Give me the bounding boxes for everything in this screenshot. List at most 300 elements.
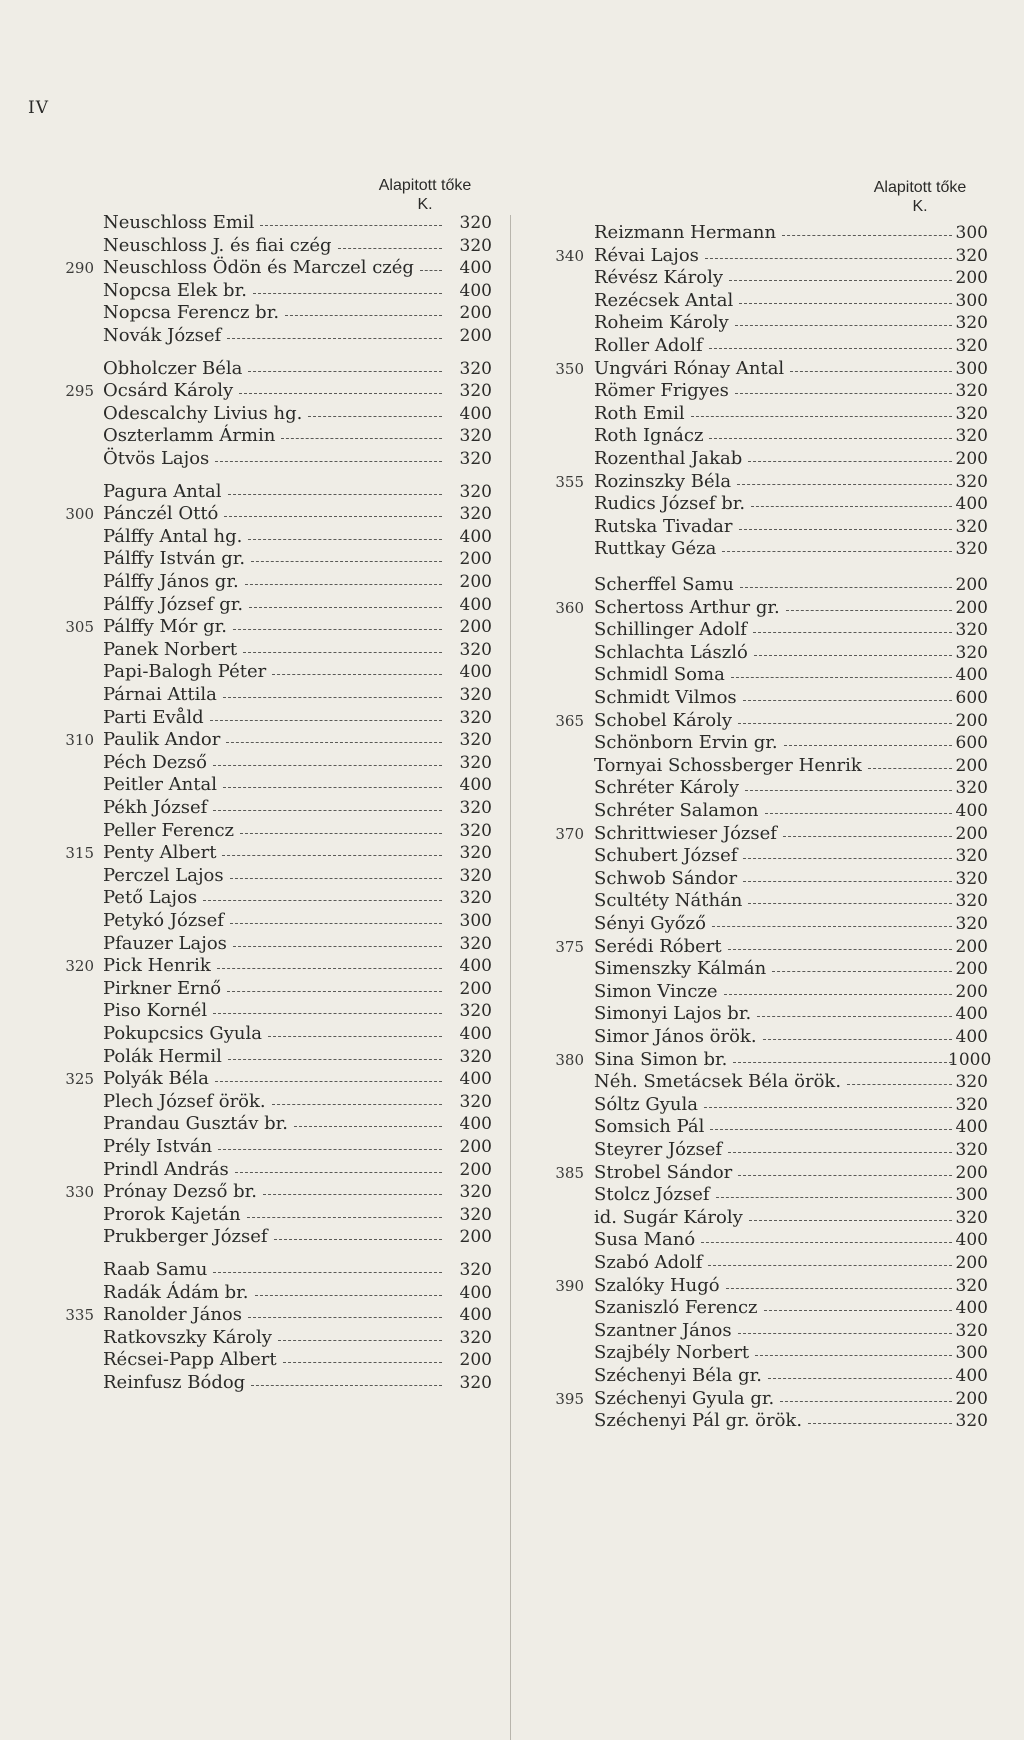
list-item [0, 1023, 510, 1045]
entry-name: Prukberger József [103, 1226, 268, 1248]
entry-amount: 400 [955, 1230, 988, 1251]
entry-amount: 400 [955, 1298, 988, 1319]
dot-leader [709, 425, 952, 439]
dot-leader [255, 1282, 442, 1296]
entry-name: Révész Károly [594, 267, 724, 289]
list-item [0, 548, 510, 570]
entry-name: Prandau Gusztáv br. [103, 1113, 289, 1135]
entry-name: Nopcsa Elek br. [103, 279, 247, 301]
entry-name: Széchenyi Béla gr. [594, 1365, 762, 1386]
dot-leader [260, 212, 442, 226]
entry-amount: 320 [459, 820, 492, 841]
list-item [512, 687, 1024, 709]
list-item [512, 1116, 1024, 1138]
list-item [512, 755, 1024, 777]
entry-number: 365 [555, 711, 584, 730]
dot-leader [772, 958, 952, 972]
entry-amount: 200 [955, 981, 988, 1002]
entry-name: Sina Simon br. [594, 1048, 728, 1070]
entry-number: 305 [65, 618, 94, 637]
entry-name: Pánczél Ottó [103, 503, 219, 525]
dot-leader [245, 571, 442, 585]
entry-amount: 320 [459, 933, 492, 954]
entry-amount: 400 [459, 258, 492, 279]
list-item [0, 684, 510, 706]
list-item [512, 710, 1024, 732]
entry-number: 295 [65, 382, 94, 401]
entry-amount: 200 [459, 1350, 492, 1371]
entry-amount: 320 [955, 313, 988, 334]
list-item [0, 1372, 510, 1394]
list-item [0, 280, 510, 302]
entry-name: Párnai Attila [103, 684, 217, 705]
dot-leader [712, 913, 952, 927]
entry-name: Ocsárd Károly [103, 380, 234, 402]
entry-name: Pfauzer Lajos [103, 932, 227, 954]
entry-name: Simenszky Kálmán [594, 958, 767, 980]
dot-leader [735, 380, 952, 394]
header-title: Alapitott tőke [873, 179, 967, 196]
entry-name: Scultéty Náthán [594, 890, 743, 912]
dot-leader [757, 1003, 952, 1017]
entry-name: Ungvári Rónay Antal [594, 357, 785, 379]
entry-number: 300 [65, 505, 94, 524]
list-item [0, 616, 510, 638]
list-item [0, 820, 510, 842]
dot-leader [248, 358, 442, 372]
list-item [512, 732, 1024, 754]
dot-leader [248, 526, 442, 540]
dot-leader [217, 955, 442, 969]
entry-name: Simon Vincze [594, 980, 718, 1002]
entry-amount: 320 [955, 642, 988, 663]
dot-leader [233, 933, 442, 947]
list-item [0, 1136, 510, 1158]
entry-amount: 320 [459, 1091, 492, 1112]
entry-name: Neuschloss Emil [103, 212, 255, 233]
entry-name: Römer Frigyes [594, 380, 729, 402]
dot-leader [213, 1259, 442, 1273]
dot-leader [763, 1026, 952, 1040]
entry-name: Simonyi Lajos br. [594, 1003, 752, 1025]
list-item [512, 890, 1024, 912]
entry-amount: 200 [955, 755, 988, 776]
list-item [0, 571, 510, 593]
dot-leader [691, 403, 952, 417]
entry-name: Széchenyi Pál gr. örök. [594, 1410, 803, 1432]
entry-amount: 320 [459, 381, 492, 402]
entry-amount: 400 [955, 1027, 988, 1047]
header-unit: K. [417, 196, 433, 213]
entry-number: 335 [65, 1306, 94, 1325]
entry-amount: 400 [459, 662, 492, 683]
entry-name: Odescalchy Livius hg. [103, 402, 303, 424]
list-item [0, 235, 510, 257]
list-item [0, 1068, 510, 1090]
list-item [0, 1091, 510, 1113]
entry-amount: 400 [955, 1004, 988, 1025]
list-item [512, 538, 1024, 560]
list-item [0, 594, 510, 616]
list-item [512, 471, 1024, 493]
entry-amount: 400 [459, 1305, 492, 1326]
list-item [0, 955, 510, 977]
entry-amount: 320 [955, 539, 988, 560]
list-item [0, 380, 510, 402]
entry-number: 380 [555, 1050, 584, 1069]
entry-amount: 300 [955, 358, 988, 379]
entry-name: Schönborn Ervin gr. [594, 732, 778, 754]
entry-name: Raab Samu [103, 1259, 208, 1280]
dot-leader [745, 777, 952, 791]
dot-leader [227, 978, 442, 992]
entry-amount: 320 [955, 403, 988, 424]
dot-leader [249, 594, 442, 608]
list-item [512, 1003, 1024, 1025]
dot-leader [213, 1000, 442, 1014]
entry-name: Pálffy János gr. [103, 571, 239, 592]
entry-name: Roheim Károly [594, 312, 729, 334]
entry-amount: 400 [459, 1114, 492, 1135]
entry-amount: 320 [459, 213, 492, 233]
dot-leader [783, 823, 952, 837]
entry-name: Rezécsek Antal [594, 289, 734, 311]
entry-name: Petykó József [103, 910, 224, 931]
list-item [0, 774, 510, 796]
entry-amount: 200 [459, 572, 492, 592]
entry-amount: 400 [955, 494, 988, 515]
entry-amount: 320 [459, 1373, 492, 1393]
entry-name: Polyák Béla [103, 1068, 209, 1090]
dot-leader [728, 936, 952, 950]
entry-amount: 320 [459, 707, 492, 728]
entry-amount: 400 [459, 775, 492, 796]
entry-name: Strobel Sándor [594, 1161, 733, 1183]
entry-number: 395 [555, 1389, 584, 1408]
dot-leader [808, 1410, 952, 1424]
dot-leader [705, 245, 952, 259]
page-number: IV [28, 98, 49, 118]
list-item [512, 1207, 1024, 1229]
list-item [512, 1184, 1024, 1206]
dot-leader [722, 538, 952, 552]
entry-name: Szalóky Hugó [594, 1274, 720, 1296]
dot-leader [213, 752, 442, 766]
list-item [512, 448, 1024, 470]
entry-name: Ranolder János [103, 1304, 242, 1326]
dot-leader [743, 845, 952, 859]
entry-amount: 200 [955, 1388, 988, 1409]
entry-amount: 200 [955, 710, 988, 731]
list-item [512, 574, 1024, 596]
dot-leader [749, 1207, 952, 1221]
entry-number: 355 [555, 472, 584, 491]
list-item [512, 800, 1024, 822]
list-item [512, 1342, 1024, 1364]
entry-amount: 400 [459, 1024, 492, 1044]
dot-leader [740, 574, 952, 588]
dot-leader [753, 619, 952, 633]
dot-leader [708, 1252, 952, 1266]
dot-leader [228, 1046, 442, 1060]
dot-leader [227, 325, 442, 339]
entry-amount: 300 [459, 911, 492, 931]
entry-name: Radák Ádám br. [103, 1281, 249, 1303]
dot-leader [868, 755, 952, 769]
entry-amount: 320 [459, 481, 492, 502]
entry-name: Neuschloss Ödön és Marczel czég [103, 257, 414, 279]
entry-amount: 200 [955, 959, 988, 980]
dot-leader [738, 1162, 952, 1176]
entry-name: Schillinger Adolf [594, 619, 747, 641]
entry-amount: 400 [459, 403, 492, 424]
entry-amount: 320 [955, 1072, 988, 1093]
entry-amount: 300 [955, 1343, 988, 1364]
entry-amount: 320 [955, 471, 988, 492]
dot-leader [278, 1327, 442, 1341]
entry-amount: 400 [955, 665, 988, 686]
entry-amount: 320 [955, 914, 988, 934]
list-item [512, 222, 1024, 244]
entry-amount: 320 [459, 426, 492, 447]
entry-amount: 320 [459, 449, 492, 469]
entry-name: Schmidl Soma [594, 664, 725, 686]
list-item [0, 887, 510, 909]
list-item [512, 868, 1024, 890]
dot-leader [203, 887, 442, 901]
list-item [0, 729, 510, 751]
entry-amount: 320 [955, 1207, 988, 1228]
dot-leader [224, 503, 442, 517]
dot-leader [239, 380, 442, 394]
entry-amount: 200 [459, 303, 492, 324]
entry-number: 320 [65, 957, 94, 976]
dot-leader [294, 1113, 442, 1127]
entry-number: 370 [555, 824, 584, 843]
list-item [512, 1162, 1024, 1184]
dot-leader [784, 732, 952, 746]
entry-name: Récsei-Papp Albert [103, 1349, 277, 1371]
list-item [512, 958, 1024, 980]
list-item [0, 1349, 510, 1371]
dot-leader [729, 267, 952, 281]
list-item [512, 358, 1024, 380]
header-unit: K. [912, 198, 928, 215]
list-item [0, 1000, 510, 1022]
dot-leader [704, 1094, 952, 1108]
entry-name: Schwob Sándor [594, 867, 738, 889]
header-title: Alapitott tőke [378, 177, 472, 194]
dot-leader [215, 448, 442, 462]
list-item [512, 823, 1024, 845]
entry-name: Pékh József [103, 797, 208, 818]
list-item [0, 425, 510, 447]
list-item [0, 526, 510, 548]
entry-name: Pick Henrik [103, 955, 211, 977]
entry-amount: 300 [955, 223, 988, 243]
dot-leader [743, 687, 952, 701]
entry-amount: 320 [459, 235, 492, 256]
entry-name: Széchenyi Gyula gr. [594, 1387, 775, 1409]
right-column-header [845, 178, 995, 216]
dot-leader [253, 280, 442, 294]
dot-leader [228, 481, 442, 495]
entry-amount: 320 [955, 891, 988, 912]
entry-name: Néh. Smetácsek Béla örök. [594, 1071, 842, 1093]
entry-amount: 320 [459, 1327, 492, 1348]
entry-amount: 320 [459, 504, 492, 525]
entry-amount: 320 [459, 843, 492, 864]
entry-name: Pálffy István gr. [103, 548, 246, 570]
entry-amount: 320 [955, 336, 988, 356]
entry-name: Schertoss Arthur gr. [594, 596, 780, 618]
dot-leader [768, 1365, 952, 1379]
list-item [512, 1229, 1024, 1251]
list-item [512, 1049, 1024, 1071]
entry-name: Reinfusz Bódog [103, 1372, 246, 1393]
list-item [0, 1304, 510, 1326]
dot-leader [338, 235, 442, 249]
list-item [512, 981, 1024, 1003]
entry-amount: 320 [955, 516, 988, 537]
dot-leader [230, 910, 442, 924]
entry-amount: 320 [955, 868, 988, 889]
dot-leader [733, 1049, 952, 1063]
entry-name: Papi-Balogh Péter [103, 661, 267, 683]
list-item [0, 1204, 510, 1226]
entry-number: 360 [555, 598, 584, 617]
dot-leader [215, 1068, 442, 1082]
entry-name: Ratkovszky Károly [103, 1326, 272, 1348]
entry-amount: 400 [459, 594, 492, 615]
entry-name: Penty Albert [103, 842, 217, 864]
list-item [512, 1365, 1024, 1387]
dot-leader [223, 774, 442, 788]
dot-leader [764, 1297, 952, 1311]
entry-amount: 320 [459, 639, 492, 660]
entry-amount: 320 [459, 358, 492, 379]
list-item [0, 1046, 510, 1068]
entry-amount: 320 [955, 1411, 988, 1432]
entry-name: Paulik Andor [103, 729, 221, 751]
entry-name: Tornyai Schossberger Henrik [594, 754, 862, 776]
list-item [512, 1388, 1024, 1410]
entry-amount: 200 [955, 575, 988, 595]
dot-leader [233, 616, 442, 630]
entry-amount: 400 [459, 1282, 492, 1303]
entry-name: Rozinszky Béla [594, 470, 732, 492]
entry-name: Sényi Győző [594, 913, 706, 934]
dot-leader [780, 1388, 952, 1402]
entry-amount: 200 [459, 1227, 492, 1248]
list-item [512, 312, 1024, 334]
dot-leader [738, 710, 952, 724]
dot-leader [226, 729, 442, 743]
entry-name: Roth Ignácz [594, 425, 704, 447]
entry-amount: 300 [955, 1185, 988, 1206]
list-item [0, 639, 510, 661]
list-item [512, 777, 1024, 799]
dot-leader [248, 1304, 442, 1318]
left-column-header [350, 176, 500, 214]
list-item [0, 212, 510, 234]
entry-name: Pokupcsics Gyula [103, 1023, 262, 1044]
dot-leader [738, 1320, 952, 1334]
list-item [512, 245, 1024, 267]
list-item [512, 380, 1024, 402]
entry-number: 350 [555, 359, 584, 378]
entry-amount: 320 [459, 865, 492, 886]
list-item [0, 752, 510, 774]
dot-leader [701, 1229, 952, 1243]
entry-amount: 400 [955, 1117, 988, 1138]
dot-leader [710, 1116, 952, 1130]
list-item [512, 1275, 1024, 1297]
entry-amount: 400 [459, 956, 492, 977]
list-item [512, 1410, 1024, 1432]
entry-name: Stolcz József [594, 1184, 710, 1206]
dot-leader [222, 842, 442, 856]
entry-name: Susa Manó [594, 1229, 696, 1251]
list-item [512, 845, 1024, 867]
list-item [0, 403, 510, 425]
entry-number: 315 [65, 844, 94, 863]
entry-name: Peller Ferencz [103, 819, 235, 841]
dot-leader [748, 890, 952, 904]
list-item [512, 493, 1024, 515]
entry-name: Pagura Antal [103, 480, 222, 502]
entry-amount: 320 [955, 1140, 988, 1160]
entry-name: Polák Hermil [103, 1045, 222, 1067]
entry-name: Rudics József br. [594, 493, 746, 515]
entry-number: 330 [65, 1183, 94, 1202]
dot-leader [731, 664, 952, 678]
entry-name: Reizmann Hermann [594, 222, 777, 243]
entry-name: Nopcsa Ferencz br. [103, 302, 280, 324]
dot-leader [281, 425, 442, 439]
entry-name: Scherffel Samu [594, 574, 734, 595]
dot-leader [751, 493, 952, 507]
dot-leader [782, 222, 952, 236]
entry-amount: 200 [955, 823, 988, 844]
entry-name: Prorok Kajetán [103, 1203, 241, 1225]
entry-name: Pálffy Mór gr. [103, 616, 227, 638]
entry-amount: 200 [459, 549, 492, 570]
entry-name: id. Sugár Károly [594, 1206, 743, 1228]
entry-name: Szantner János [594, 1319, 732, 1341]
entry-name: Ruttkay Géza [594, 538, 717, 560]
entry-name: Panek Norbert [103, 638, 238, 660]
entry-amount: 200 [955, 268, 988, 289]
entry-amount: 320 [955, 426, 988, 447]
dot-leader [240, 820, 442, 834]
entry-name: Schmidt Vilmos [594, 687, 737, 708]
entry-amount: 320 [955, 778, 988, 799]
entry-amount: 320 [459, 1204, 492, 1225]
dot-leader [737, 471, 952, 485]
entry-name: Ötvös Lajos [103, 448, 210, 469]
entry-amount: 320 [459, 685, 492, 705]
entry-name: Rutska Tivadar [594, 515, 733, 537]
list-item [512, 1026, 1024, 1048]
entry-amount: 400 [955, 1366, 988, 1386]
entry-name: Roller Adolf [594, 335, 703, 356]
entry-amount: 320 [459, 752, 492, 773]
entry-amount: 200 [955, 936, 988, 957]
entry-number: 375 [555, 937, 584, 956]
list-item [0, 661, 510, 683]
list-item [0, 257, 510, 279]
